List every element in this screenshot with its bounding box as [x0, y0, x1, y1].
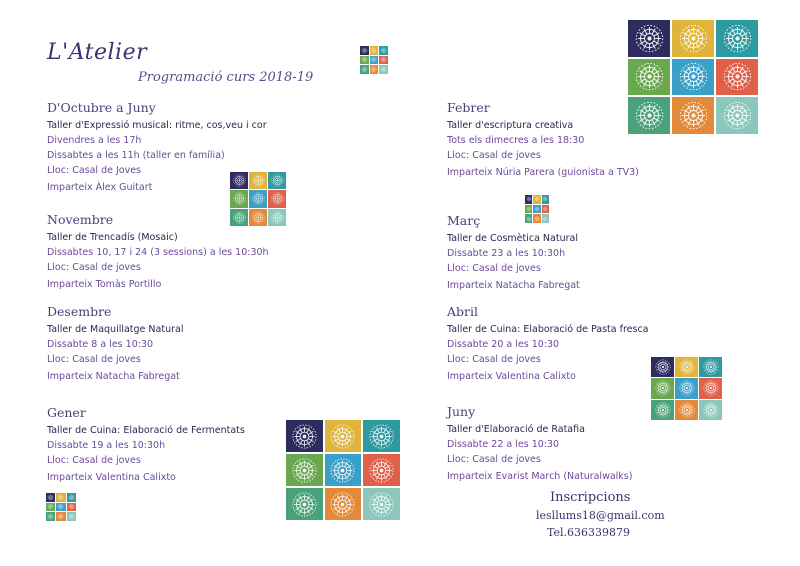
section-course: Taller d'escriptura creativa	[447, 120, 574, 131]
section-desembre	[47, 304, 183, 384]
mandala-tiles-icon	[628, 20, 758, 134]
section-course: Taller d'Expressió musical: ritme, cos,veu i cor	[47, 120, 267, 131]
section-line: Dissabtes a les 11h (taller en família)	[47, 150, 225, 161]
mandala-tile	[56, 512, 65, 521]
section-month: D'Octubre a Juny	[47, 100, 156, 115]
mandala-tile	[542, 214, 549, 223]
mandala-tiles-icon	[360, 46, 388, 74]
mandala-tile	[230, 190, 248, 207]
section-line: Lloc: Casal de joves	[447, 263, 541, 274]
mandala-tile	[672, 97, 714, 134]
mandala-tile	[699, 357, 722, 377]
mandala-tile	[379, 46, 388, 55]
mandala-tiles-icon	[651, 357, 722, 420]
section-line: Lloc: Casal de Joves	[47, 165, 141, 176]
section-teacher: Imparteix Valentina Calixto	[47, 472, 176, 483]
mandala-tile	[716, 20, 758, 57]
mandala-tile	[360, 65, 369, 74]
mandala-tile	[370, 46, 379, 55]
mandala-tile	[363, 420, 400, 452]
mandala-tile	[542, 205, 549, 214]
section-month: Juny	[447, 404, 476, 419]
section-abril	[447, 304, 649, 384]
section-month: Març	[447, 213, 481, 228]
mandala-tile	[230, 209, 248, 226]
mandala-tile	[716, 59, 758, 96]
section-line: Lloc: Casal de joves	[47, 455, 141, 466]
mandala-tiles-icon	[286, 420, 400, 520]
section-line: Lloc: Casal de joves	[447, 354, 541, 365]
section-month: Abril	[447, 304, 478, 319]
section-course: Taller d'Elaboració de Ratafia	[447, 424, 585, 435]
mandala-tile	[67, 503, 76, 512]
mandala-tiles-icon	[525, 195, 549, 223]
mandala-tile	[533, 195, 540, 204]
mandala-tile	[370, 56, 379, 65]
mandala-tile	[533, 205, 540, 214]
mandala-tile	[268, 209, 286, 226]
section-line: Lloc: Casal de joves	[447, 454, 541, 465]
mandala-tile	[268, 172, 286, 189]
mandala-tile	[325, 420, 362, 452]
mandala-tile	[268, 190, 286, 207]
section-month: Novembre	[47, 212, 114, 227]
mandala-tile	[379, 65, 388, 74]
mandala-tile	[67, 512, 76, 521]
mandala-tile	[675, 378, 698, 398]
mandala-tile	[360, 46, 369, 55]
mandala-tile	[46, 503, 55, 512]
section-line: Tots els dimecres a les 18:30	[447, 135, 585, 146]
section-line: Divendres a les 17h	[47, 135, 142, 146]
mandala-tile	[379, 56, 388, 65]
mandala-tile	[675, 357, 698, 377]
inscriptions-email: lesllums18@gmail.com	[536, 509, 665, 522]
mandala-tiles-icon	[230, 172, 286, 226]
mandala-tile	[46, 512, 55, 521]
mandala-tile	[363, 488, 400, 520]
mandala-tile	[363, 454, 400, 486]
mandala-tile	[672, 59, 714, 96]
section-teacher: Imparteix Àlex Guitart	[47, 182, 153, 193]
section-line: Lloc: Casal de joves	[47, 354, 141, 365]
section-teacher: Imparteix Valentina Calixto	[447, 371, 576, 382]
mandala-tile	[370, 65, 379, 74]
mandala-tile	[628, 20, 670, 57]
mandala-tile	[56, 503, 65, 512]
mandala-tile	[249, 190, 267, 207]
section-juny	[447, 404, 632, 484]
section-course: Taller de Cuina: Elaboració de Fermentats	[47, 425, 245, 436]
mandala-tile	[325, 454, 362, 486]
mandala-tile	[286, 420, 323, 452]
mandala-tile	[699, 378, 722, 398]
mandala-tile	[525, 195, 532, 204]
mandala-tile	[699, 400, 722, 420]
mandala-tile	[525, 214, 532, 223]
mandala-tile	[46, 493, 55, 502]
section-month: Desembre	[47, 304, 112, 319]
mandala-tile	[249, 209, 267, 226]
mandala-tile	[542, 195, 549, 204]
page-title: L'Atelier	[47, 40, 148, 65]
mandala-tile	[651, 378, 674, 398]
section-line: Dissabtes 10, 17 i 24 (3 sessions) a les 10:30h	[47, 247, 269, 258]
section-teacher: Imparteix Natacha Fabregat	[447, 280, 580, 291]
inscriptions-phone: Tel.636339879	[547, 526, 630, 539]
mandala-tile	[716, 97, 758, 134]
mandala-tile	[651, 400, 674, 420]
section-teacher: Imparteix Núria Parera (guionista a TV3)	[447, 167, 639, 178]
mandala-tile	[628, 97, 670, 134]
section-line: Dissabte 20 a les 10:30	[447, 339, 560, 350]
mandala-tile	[286, 488, 323, 520]
mandala-tile	[56, 493, 65, 502]
section-line: Lloc: Casal de joves	[447, 150, 541, 161]
section-line: Lloc: Casal de joves	[47, 262, 141, 273]
section-course: Taller de Cosmètica Natural	[447, 233, 578, 244]
section-line: Dissabte 22 a les 10:30	[447, 439, 560, 450]
mandala-tile	[230, 172, 248, 189]
mandala-tile	[672, 20, 714, 57]
section-course: Taller de Maquillatge Natural	[47, 324, 184, 335]
section-marc	[447, 213, 580, 293]
page-subtitle: Programació curs 2018-19	[138, 70, 314, 85]
mandala-tile	[628, 59, 670, 96]
section-line: Dissabte 8 a les 10:30	[47, 339, 154, 350]
section-gener	[47, 405, 245, 485]
mandala-tile	[651, 357, 674, 377]
section-month: Gener	[47, 405, 86, 420]
section-teacher: Imparteix Tomàs Portillo	[47, 279, 162, 290]
section-month: Febrer	[447, 100, 490, 115]
mandala-tile	[533, 214, 540, 223]
section-febrer	[447, 100, 639, 180]
mandala-tile	[286, 454, 323, 486]
section-teacher: Imparteix Natacha Fabregat	[47, 371, 180, 382]
mandala-tile	[360, 56, 369, 65]
section-course: Taller de Trencadís (Mosaic)	[47, 232, 178, 243]
section-course: Taller de Cuina: Elaboració de Pasta fresca	[447, 324, 649, 335]
mandala-tile	[325, 488, 362, 520]
mandala-tile	[67, 493, 76, 502]
section-line: Dissabte 23 a les 10:30h	[447, 248, 566, 259]
mandala-tile	[249, 172, 267, 189]
section-teacher: Imparteix Evarist March (Naturalwalks)	[447, 471, 633, 482]
mandala-tiles-icon	[46, 493, 76, 521]
inscriptions-title: Inscripcions	[550, 490, 631, 505]
section-line: Dissabte 19 a les 10:30h	[47, 440, 166, 451]
mandala-tile	[525, 205, 532, 214]
mandala-tile	[675, 400, 698, 420]
